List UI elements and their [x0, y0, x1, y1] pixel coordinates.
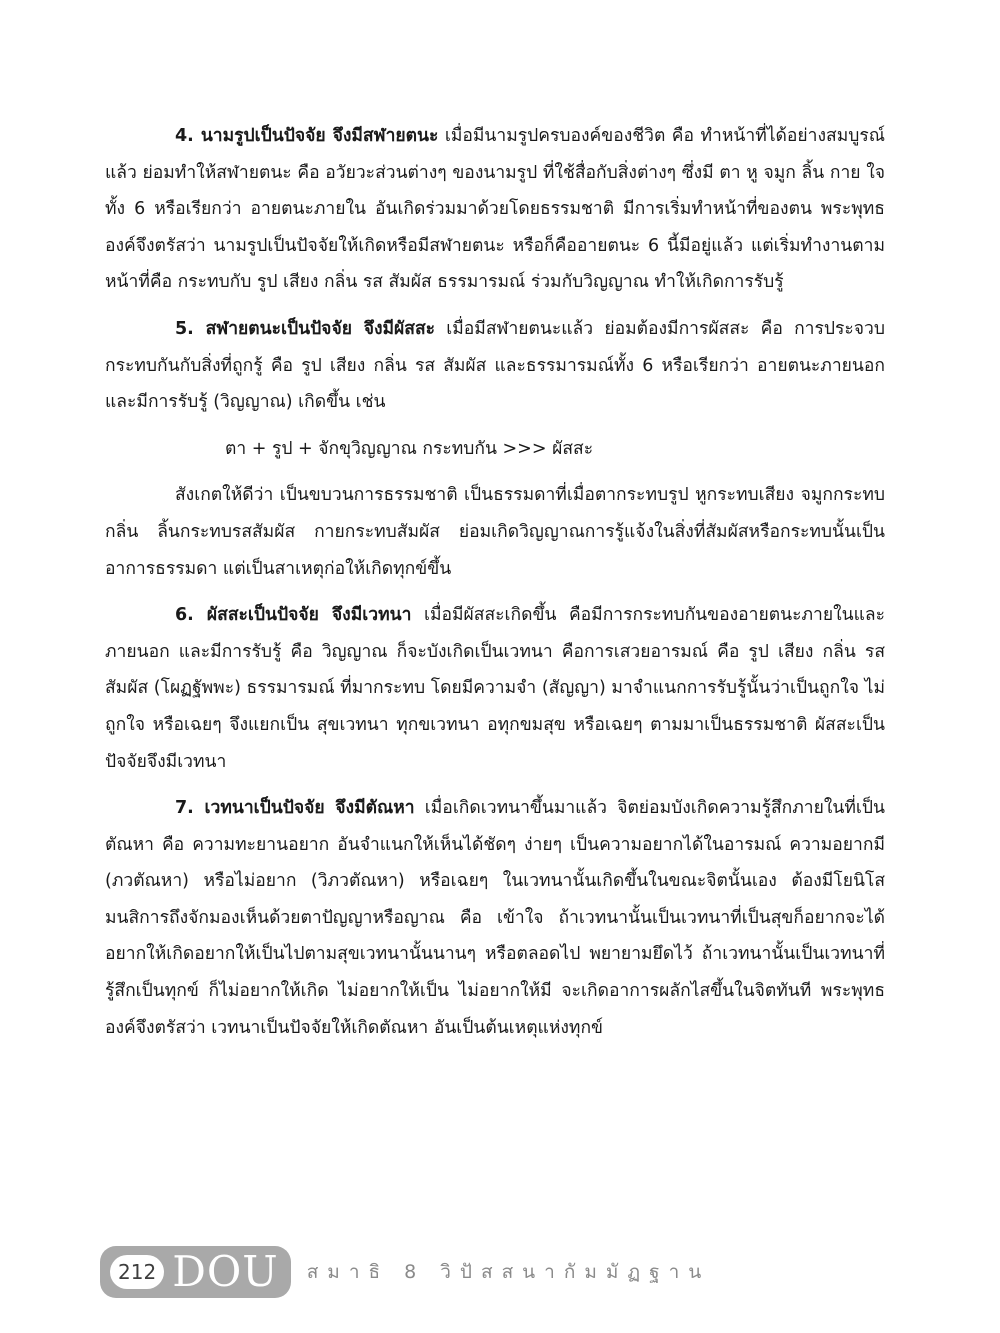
dou-logo: DOU: [172, 1247, 279, 1296]
page-content: [105, 118, 885, 1056]
formula-line: ตา + รูป + จักขุวิญญาณ กระทบกัน >>> ผัสสะ: [225, 438, 594, 459]
paragraph-6-heading: 6. ผัสสะเป็นปัจจัย จึงมีเวทนา: [175, 605, 412, 626]
page-footer: [100, 1244, 710, 1300]
footer-badge: [100, 1246, 291, 1298]
page-number: 212: [110, 1255, 164, 1289]
book-title: สมาธิ 8 วิปัสสนากัมมัฏฐาน: [306, 1261, 711, 1283]
paragraph-7-heading: 7. เวทนาเป็นปัจจัย จึงมีตัณหา: [175, 798, 415, 819]
paragraph-5: [105, 311, 885, 421]
paragraph-5-heading: 5. สฬายตนะเป็นปัจจัย จึงมีผัสสะ: [175, 318, 436, 339]
paragraph-5-body: เมื่อมีสฬายตนะแล้ว ย่อมต้องมีการผัสสะ คือ การประจวบกระทบกันกับสิ่งที่ถูกรู้ คือ รูป เสียง กลิ่น รส สัมผัส และธรรมารมณ์ทั้ง 6 หรือเรียกว่า อายตนะภายนอก และมีการรับรู้ (วิญญาณ) เกิดขึ้น เช่น: [105, 318, 885, 413]
note-paragraph: สังเกตให้ดีว่า เป็นขบวนการธรรมชาติ เป็นธรรมดาที่เมื่อตากระทบรูป หูกระทบเสียง จมูกกระทบกลิ่น ลิ้นกระทบรสสัมผัส กายกระทบสัมผัส ย่อมเกิดวิญญาณการรู้แจ้งในสิ่งที่สัมผัสหรือกระทบนั้นเป็นอาการธรรมดา แต่เป็นสาเหตุก่อให้เกิดทุกข์ขึ้น: [105, 485, 885, 579]
paragraph-7: [105, 790, 885, 1046]
paragraph-4: [105, 118, 885, 301]
paragraph-7-body: เมื่อเกิดเวทนาขึ้นมาแล้ว จิตย่อมบังเกิดความรู้สึกภายในที่เป็นตัณหา คือ ความทะยานอยาก อันจำแนกให้เห็นได้ชัดๆ ง่ายๆ เป็นความอยากได้ในอารมณ์ ความอยากมี (ภวตัณหา) หรือไม่อยาก (วิภวตัณหา) หรือเฉยๆ ในเวทนานั้นเกิดขึ้นในขณะจิตนั้นเอง ต้องมีโยนิโสมนสิการถึงจักมองเห็นด้วยตาปัญญาหรือญาณ คือ เข้าใจ ถ้าเวทนานั้นเป็นเวทนาที่เป็นสุขก็อยากจะได้อยากให้เกิดอยากให้เป็นไปตามสุขเวทนานั้นนานๆ หรือตลอดไป พยายามยึดไว้ ถ้าเวทนานั้นเป็นเวทนาที่รู้สึกเป็นทุกข์ ก็ไม่อยากให้เกิด ไม่อยากให้เป็น ไม่อยากให้มี จะเกิดอาการผลักไสขึ้นในจิตทันที พระพุทธองค์จึงตรัสว่า เวทนาเป็นปัจจัยให้เกิดตัณหา อันเป็นต้นเหตุแห่งทุกข์: [105, 798, 885, 1038]
paragraph-4-body: เมื่อมีนามรูปครบองค์ของชีวิต คือ ทำหน้าที่ได้อย่างสมบูรณ์แล้ว ย่อมทำให้สฬายตนะ คือ อวัยวะส่วนต่างๆ ของนามรูป ที่ใช้สื่อกับสิ่งต่างๆ ซึ่งมี ตา หู จมูก ลิ้น กาย ใจ ทั้ง 6 หรือเรียกว่า อายตนะภายใน อันเกิดร่วมมาด้วยโดยธรรมชาติ มีการเริ่มทำหน้าที่ของตน พระพุทธองค์จึงตรัสว่า นามรูปเป็นปัจจัยให้เกิดหรือมีสฬายตนะ หรือก็คืออายตนะ 6 นี้มีอยู่แล้ว แต่เริ่มทำงานตามหน้าที่คือ กระทบกับ รูป เสียง กลิ่น รส สัมผัส ธรรมารมณ์ ร่วมกับวิญญาณ ทำให้เกิดการรับรู้: [105, 126, 885, 293]
paragraph-6: [105, 597, 885, 780]
paragraph-6-body: เมื่อมีผัสสะเกิดขึ้น คือมีการกระทบกันของอายตนะภายในและภายนอก และมีการรับรู้ คือ วิญญาณ ก็จะบังเกิดเป็นเวทนา คือการเสวยอารมณ์ คือ รูป เสียง กลิ่น รส สัมผัส (โผฏฐัพพะ) ธรรมารมณ์ ที่มากระทบ โดยมีความจำ (สัญญา) มาจำแนกการรับรู้นั้นว่าเป็นถูกใจ ไม่ถูกใจ หรือเฉยๆ จึงแยกเป็น สุขเวทนา ทุกขเวทนา อทุกขมสุข หรือเฉยๆ ตามมาเป็นธรรมชาติ ผัสสะเป็นปัจจัยจึงมีเวทนา: [105, 605, 885, 772]
paragraph-4-heading: 4. นามรูปเป็นปัจจัย จึงมีสฬายตนะ: [175, 126, 439, 146]
